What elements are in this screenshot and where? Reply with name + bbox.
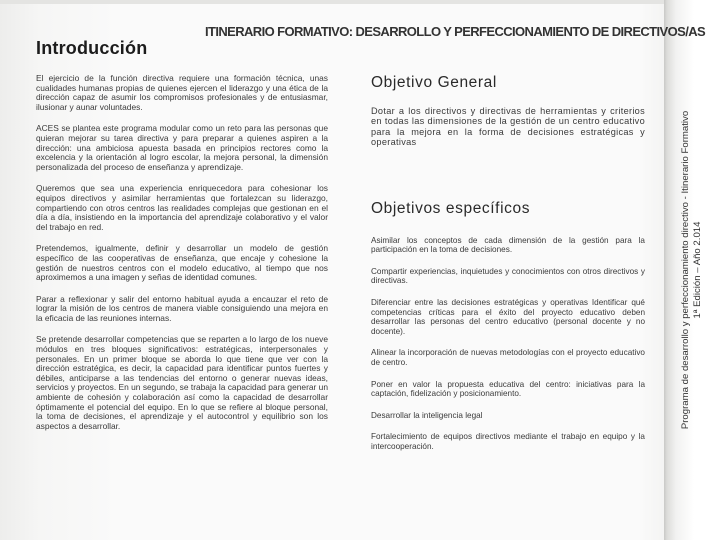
general-objective-heading: Objetivo General [371,74,497,91]
introduction-section [36,74,328,443]
intro-paragraph: Parar a reflexionar y salir del entorno habitual ayuda a encauzar el reto de lograr la misión de los centros de manera viable consiguiendo una mejora en la eficacia de las reuniones internas. [36,293,328,323]
specific-objectives-list [371,236,645,452]
edition-label: 1ª Edición – Año 2.014 [692,221,703,319]
objective-item: Fortalecimiento de equipos directivos mediante el trabajo en equipo y la intercooperación. [371,432,645,451]
objective-item: Diferenciar entre las decisiones estratégicas y operativas Identificar qué competencias críticas para el éxito del proyecto educativo deben desarrollar las personas del centro educativo (personal docente y no docente). [371,298,645,336]
intro-paragraph: Pretendemos, igualmente, definir y desarrollar un modelo de gestión específico de las cooperativas de enseñanza, que encaje y cohesione la gestión de nuestros centros con el modelo educativo, al tiempo que nos aproximemos a una imagen y señas de identidad comunes. [36,243,328,283]
objective-item: Desarrollar la inteligencia legal [371,410,483,420]
intro-paragraph: El ejercicio de la función directiva requiere una formación técnica, unas cualidades humanas propias de quienes ejercen el liderazgo y una ética de la dirección capaz de asumir los compromisos profesionales y de entusiasmar, ilusionar y aunar voluntades. [36,73,328,112]
intro-paragraph: Queremos que sea una experiencia enriquecedora para cohesionar los equipos directivos y asimilar herramientas que fortalezcan su liderazgo, compartiendo con otros centros las realidades complejas que gestionan en el día a día, insistiendo en la importancia del aprendizaje colaborativo y el valor del trabajo en red. [36,183,328,232]
program-name: Programa de desarrollo y perfeccionamiento directivo - Itinerario Formativo [680,110,691,430]
top-divider [0,0,664,4]
intro-paragraph: Se pretende desarrollar competencias que se reparten a lo largo de los nueve módulos en tres bloques significativos: estratégicas, interpersonales y personales. En un primer bloque se aborda lo que tiene que ver con la dirección estratégica, es decir, la capacidad para identificar puntos fuertes y débiles, anticiparse a las tendencias del entorno o generar nuevas ideas, servicios y proyectos. En un segundo, se trabaja la capacidad para generar un ambiente de cohesión y colaboración así como la capacidad de desarrollar óptimamente el potencial del equipo. En lo que se refiere al bloque personal, la toma de decisiones, el aprendizaje y el autocontrol y equilibrio son los aspectos a desarrollar. [36,334,328,431]
objective-item: Asimilar los conceptos de cada dimensión de la gestión para la participación en la toma de decisiones. [371,235,645,255]
program-side-label [680,0,704,540]
intro-paragraph: ACES se plantea este programa modular como un reto para las personas que quieran mejorar su tarea directiva y para preparar a quienes aspiren a la dirección: una ambiciosa apuesta basada en principios rectores como la excelencia y la orientación al logro escolar, la mejora personal, la dimensión personalizada del proceso de enseñanza y aprendizaje. [36,123,328,172]
general-objective-text: Dotar a los directivos y directivas de herramientas y criterios en todas las dimensiones de la gestión de un centro educativo para la mejora en la forma de decisiones estratégicas y operativas [371,106,645,148]
specific-objectives-heading: Objetivos específicos [371,199,531,217]
objective-item: Alinear la incorporación de nuevas metodologías con el proyecto educativo de centro. [371,348,645,367]
introduction-title: Introducción [36,38,148,58]
objectives-section [371,74,645,464]
objective-item: Compartir experiencias, inquietudes y conocimientos con otros directivos y directivas. [371,266,645,286]
page-header: ITINERARIO FORMATIVO: DESARROLLO Y PERFECCIONAMIENTO DE DIRECTIVOS/AS [205,24,706,39]
objective-item: Poner en valor la propuesta educativa del centro: iniciativas para la captación, fidelización y posicionamiento. [371,379,645,399]
